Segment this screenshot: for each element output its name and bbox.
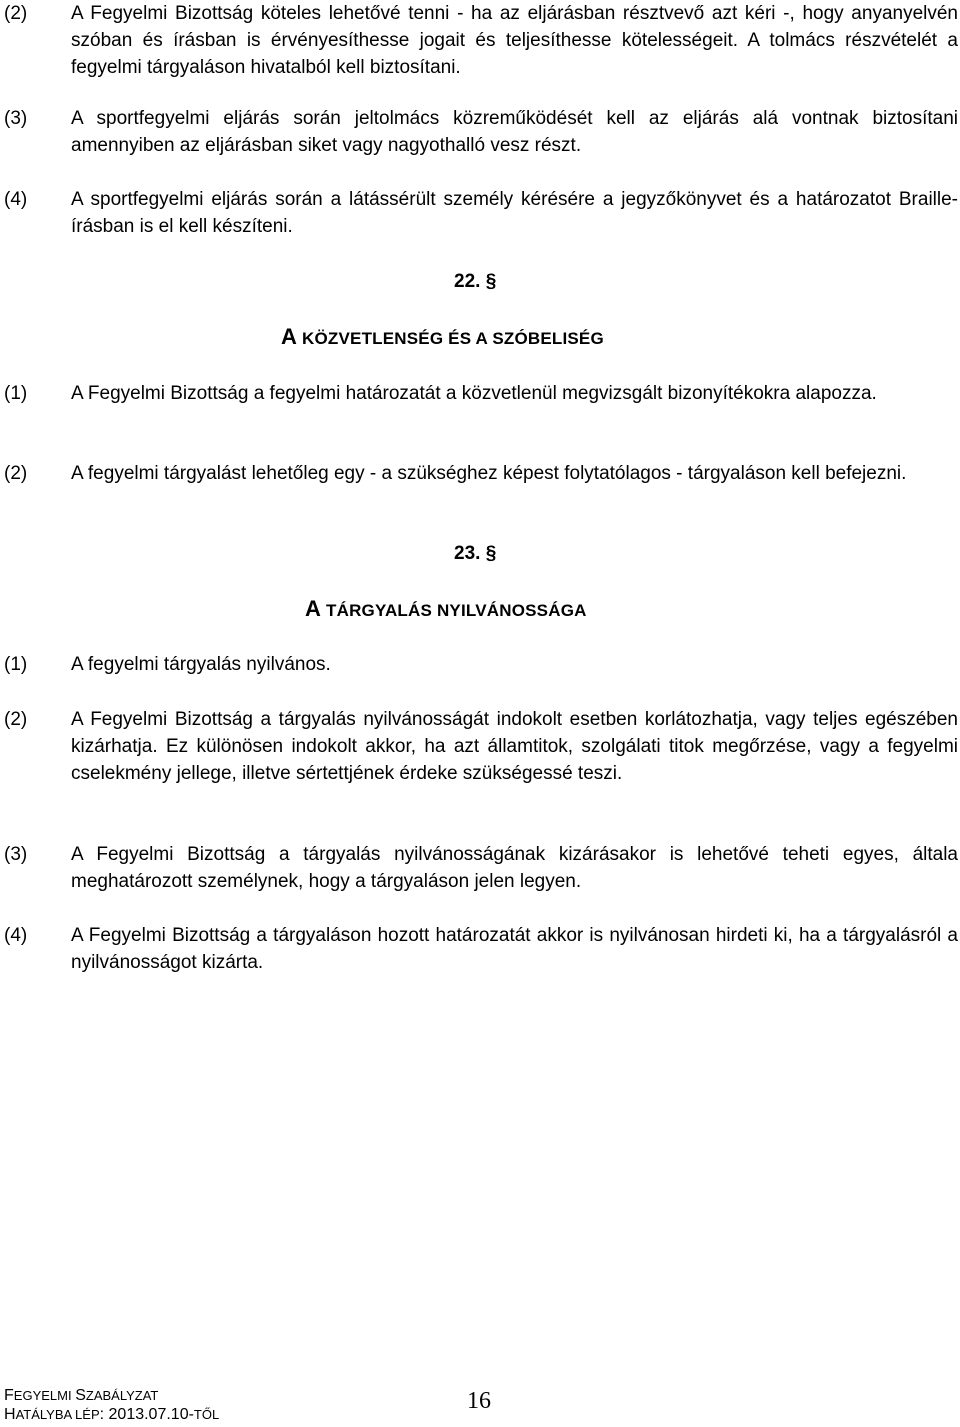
paragraph-text: A Fegyelmi Bizottság a tárgyaláson hozott határozatát akkor is nyilvánosan hirdeti ki, ha a tárgyalásról a nyilvánosságot kizárta. [71, 925, 958, 973]
section-22-title [281, 325, 604, 351]
paragraph-text: A sportfegyelmi eljárás során a látássérült személy kérésére a jegyzőkönyvet és a határozatot Braille-írásban is el kell készíteni. [71, 189, 958, 237]
section-23-paragraph-2 [0, 706, 960, 787]
paragraph-2 [0, 0, 960, 81]
footer-initial: H [4, 1406, 16, 1423]
footer-smallcaps: ZABÁLYZAT [85, 1388, 159, 1403]
footer-effective-date [4, 1407, 219, 1423]
footer-initial: F [4, 1387, 14, 1404]
paragraph-4 [0, 186, 960, 240]
section-23-number: 23. § [454, 543, 497, 564]
title-rest: KÖZVETLENSÉG ÉS A SZÓBELISÉG [297, 329, 604, 348]
section-22-paragraph-2 [0, 460, 960, 487]
paragraph-text: A Fegyelmi Bizottság köteles lehetővé tenni - ha az eljárásban résztvevő azt kéri -, hogy anyanyelvén szóban és írásban is érvényesíthesse jogait és teljesíthesse kötelességeit. A tolmács részvételét a fegyelmi tárgyaláson hivatalból kell biztosítani. [71, 3, 958, 78]
title-initial: A [305, 596, 322, 621]
paragraph-number: (1) [4, 654, 28, 675]
paragraph-number: (2) [4, 3, 28, 24]
paragraph-number: (1) [4, 383, 28, 404]
paragraph-text: A fegyelmi tárgyalás nyilvános. [71, 654, 331, 675]
footer-title [4, 1388, 158, 1404]
section-23-paragraph-4 [0, 922, 960, 976]
section-23-paragraph-3 [0, 841, 960, 895]
paragraph-number: (2) [4, 463, 28, 484]
footer-smallcaps: TŐL [193, 1407, 220, 1422]
paragraph-text: A Fegyelmi Bizottság a fegyelmi határozatát a közvetlenül megvizsgált bizonyítékokra alapozza. [71, 383, 877, 404]
section-22-paragraph-1 [0, 380, 960, 407]
section-23-title [305, 597, 587, 623]
paragraph-number: (2) [4, 709, 28, 730]
section-23-paragraph-1 [0, 651, 960, 678]
paragraph-3 [0, 105, 960, 159]
paragraph-text: A Fegyelmi Bizottság a tárgyalás nyilvánosságát indokolt esetben korlátozhatja, vagy teljes egészében kizárhatja. Ez különösen indokolt akkor, ha azt államtitok, szolgálati titok megőrzése, vagy a fegyelmi cselekmény jellege, illetve sértettjének érdeke szükségessé teszi. [71, 709, 958, 784]
paragraph-number: (3) [4, 844, 28, 865]
footer-smallcaps: ATÁLYBA LÉP [15, 1407, 100, 1422]
paragraph-number: (3) [4, 108, 28, 129]
title-rest: TÁRGYALÁS NYILVÁNOSSÁGA [321, 601, 587, 620]
paragraph-text: A Fegyelmi Bizottság a tárgyalás nyilvánosságának kizárásakor is lehetővé teheti egyes, általa meghatározott személynek, hogy a tárgyaláson jelen legyen. [71, 844, 958, 892]
page-number: 16 [467, 1388, 491, 1414]
footer-date: : 2013.07.10- [99, 1406, 194, 1423]
paragraph-text: A fegyelmi tárgyalást lehetőleg egy - a szükséghez képest folytatólagos - tárgyaláson kell befejezni. [71, 463, 907, 484]
paragraph-number: (4) [4, 189, 28, 210]
paragraph-number: (4) [4, 925, 28, 946]
footer-initial: S [75, 1387, 86, 1404]
section-22-number: 22. § [454, 271, 497, 292]
paragraph-text: A sportfegyelmi eljárás során jeltolmács közreműködését kell az eljárás alá vontnak biztosítani amennyiben az eljárásban siket vagy nagyothalló vesz részt. [71, 108, 958, 156]
title-initial: A [281, 324, 298, 349]
footer-smallcaps: EGYELMI [13, 1388, 76, 1403]
